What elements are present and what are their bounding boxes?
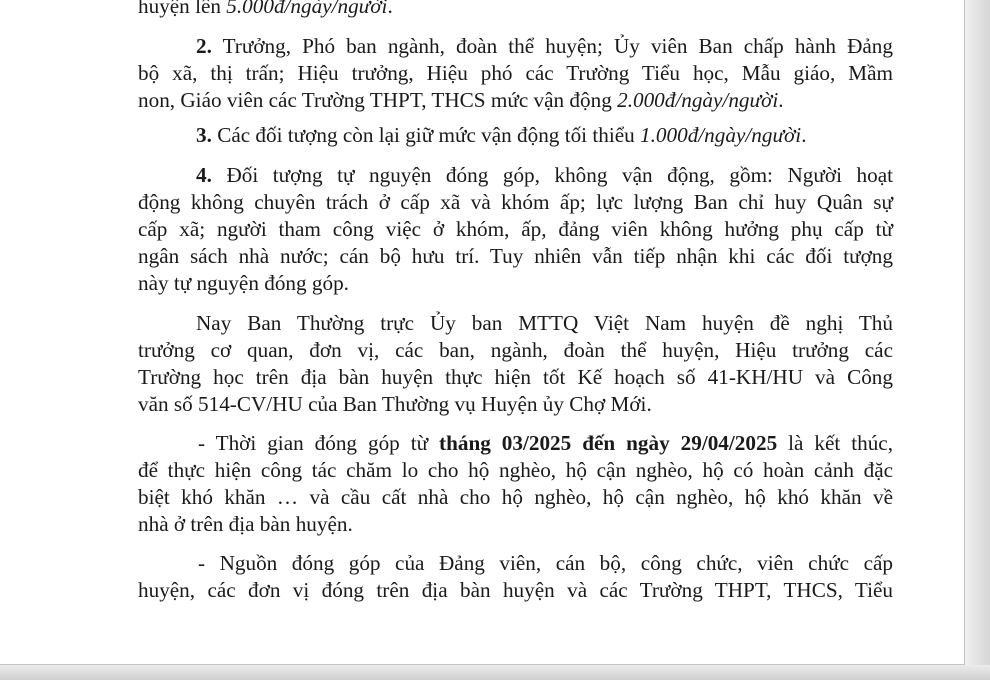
text-line: văn số 514-CV/HU của Ban Thường vụ Huyện ủy Chợ Mới.: [138, 392, 652, 416]
item-number: 4.: [196, 163, 212, 187]
text-line: này tự nguyện đóng góp.: [138, 271, 349, 295]
text-line: huyện lên 5.000đ/ngày/người.: [138, 0, 393, 18]
text-line: trưởng cơ quan, đơn vị, các ban, ngành, đoàn thể huyện, Hiệu trưởng các: [138, 338, 893, 362]
text-line: nhà ở trên địa bàn huyện.: [138, 512, 353, 536]
text-line: bộ xã, thị trấn; Hiệu trưởng, Hiệu phó các Trường Tiểu học, Mẫu giáo, Mầm: [138, 61, 893, 85]
text-line: non, Giáo viên các Trường THPT, THCS mức vận động 2.000đ/ngày/người.: [138, 88, 784, 112]
item-2-line: 2. Trưởng, Phó ban ngành, đoàn thể huyện; Ủy viên Ban chấp hành Đảng: [196, 34, 893, 58]
source-paragraph-line: - Nguồn đóng góp của Đảng viên, cán bộ, công chức, viên chức cấp: [198, 551, 893, 575]
page-edge-shadow: [965, 0, 990, 680]
item-number: 2.: [196, 34, 212, 58]
text-line: để thực hiện công tác chăm lo cho hộ nghèo, hộ cận nghèo, hộ có hoàn cảnh đặc: [138, 458, 893, 482]
item-3-line: 3. Các đối tượng còn lại giữ mức vận động tối thiểu 1.000đ/ngày/người.: [196, 123, 807, 147]
text-line: ngân sách nhà nước; cán bộ hưu trí. Tuy nhiên vẫn tiếp nhận khi các đối tượng: [138, 244, 893, 268]
time-paragraph-line: - Thời gian đóng góp từ tháng 03/2025 đến ngày 29/04/2025 là kết thúc,: [198, 431, 893, 455]
text-line: động không chuyên trách ở cấp xã và khóm ấp; lực lượng Ban chỉ huy Quân sự: [138, 190, 893, 214]
text-line: biệt khó khăn … và cầu cất nhà cho hộ nghèo, hộ cận nghèo, hộ khó khăn về: [138, 485, 893, 509]
paragraph-line: Nay Ban Thường trực Ủy ban MTTQ Việt Nam huyện đề nghị Thủ: [196, 311, 893, 335]
item-4-line: 4. Đối tượng tự nguyện đóng góp, không vận động, gồm: Người hoạt: [196, 163, 893, 187]
text-line: cấp xã; người tham công việc ở khóm, ấp, đảng viên không hưởng phụ cấp từ: [138, 217, 893, 241]
page-bottom-shadow: [0, 665, 990, 680]
text-line: Trường học trên địa bàn huyện thực hiện tốt Kế hoạch số 41-KH/HU và Công: [138, 365, 893, 389]
item-number: 3.: [196, 123, 212, 147]
text-line: huyện, các đơn vị đóng trên địa bàn huyện và các Trường THPT, THCS, Tiểu: [138, 578, 893, 602]
